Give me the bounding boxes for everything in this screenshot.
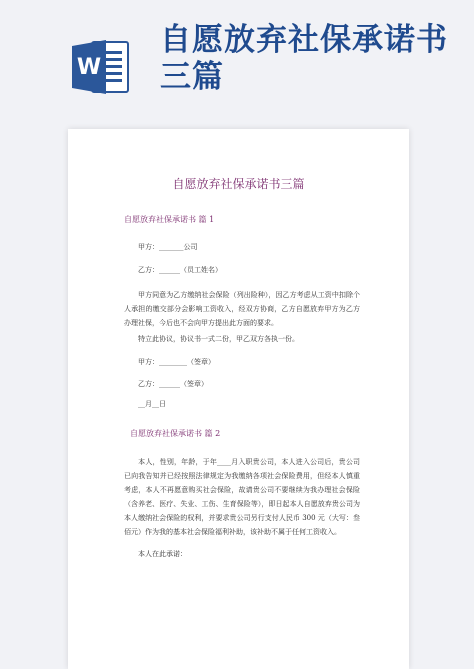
- banner-title: 自愿放弃社保承诺书三篇: [160, 22, 448, 95]
- svg-text:W: W: [76, 55, 102, 80]
- section-1-heading: 自愿放弃社保承诺书 篇 1: [124, 215, 215, 224]
- section-2-paragraph: [124, 455, 360, 539]
- document-title: 自愿放弃社保承诺书三篇: [172, 177, 305, 191]
- banner: [0, 0, 474, 135]
- word-document-icon: [70, 36, 132, 98]
- duplicate-line: 特立此协议，协议书一式二份，甲乙双方各执一份。: [138, 335, 299, 343]
- party-b-line: 乙方：______（员工姓名）: [138, 266, 222, 274]
- section-1-paragraph-text: 甲方同意为乙方缴纳社会保险（列出险种），因乙方考虑从工资中扣除个人承担的缴交部分会影响工资收入，经双方协商，乙方自愿放弃甲方为乙方办理社保，今后也不会向甲方提出此方面的要求。: [124, 291, 360, 327]
- closing-line: 本人在此承诺：: [138, 550, 187, 558]
- date-line: __月__日: [138, 400, 166, 408]
- sign-b-line: 乙方：______（签章）: [138, 380, 208, 388]
- party-a-line: 甲方：_______公司: [138, 243, 198, 251]
- section-2-heading: 自愿放弃社保承诺书 篇 2: [130, 429, 221, 438]
- section-2-paragraph-text: 本人，性别，年龄，于年____月入职贵公司，本人进入公司后，贵公司已向我告知并已经按照法律规定为我缴纳各项社会保险费用，但经本人慎重考虑，本人不再愿意购买社会保险，故请贵公司不要继续为我办理社会保险（含养老、医疗、失业、工伤、生育保险等），即日起本人自愿放弃贵公司为本人缴纳社会保险的权利，并要求贵公司另行支付人民币 300 元（大写：叁佰元）作为我的基本社会保险福利补助，该补助不属于任何工资收入。: [124, 458, 360, 536]
- document-page: [68, 129, 409, 669]
- section-1-paragraph: [124, 288, 360, 330]
- sign-a-line: 甲方：________（签章）: [138, 358, 215, 366]
